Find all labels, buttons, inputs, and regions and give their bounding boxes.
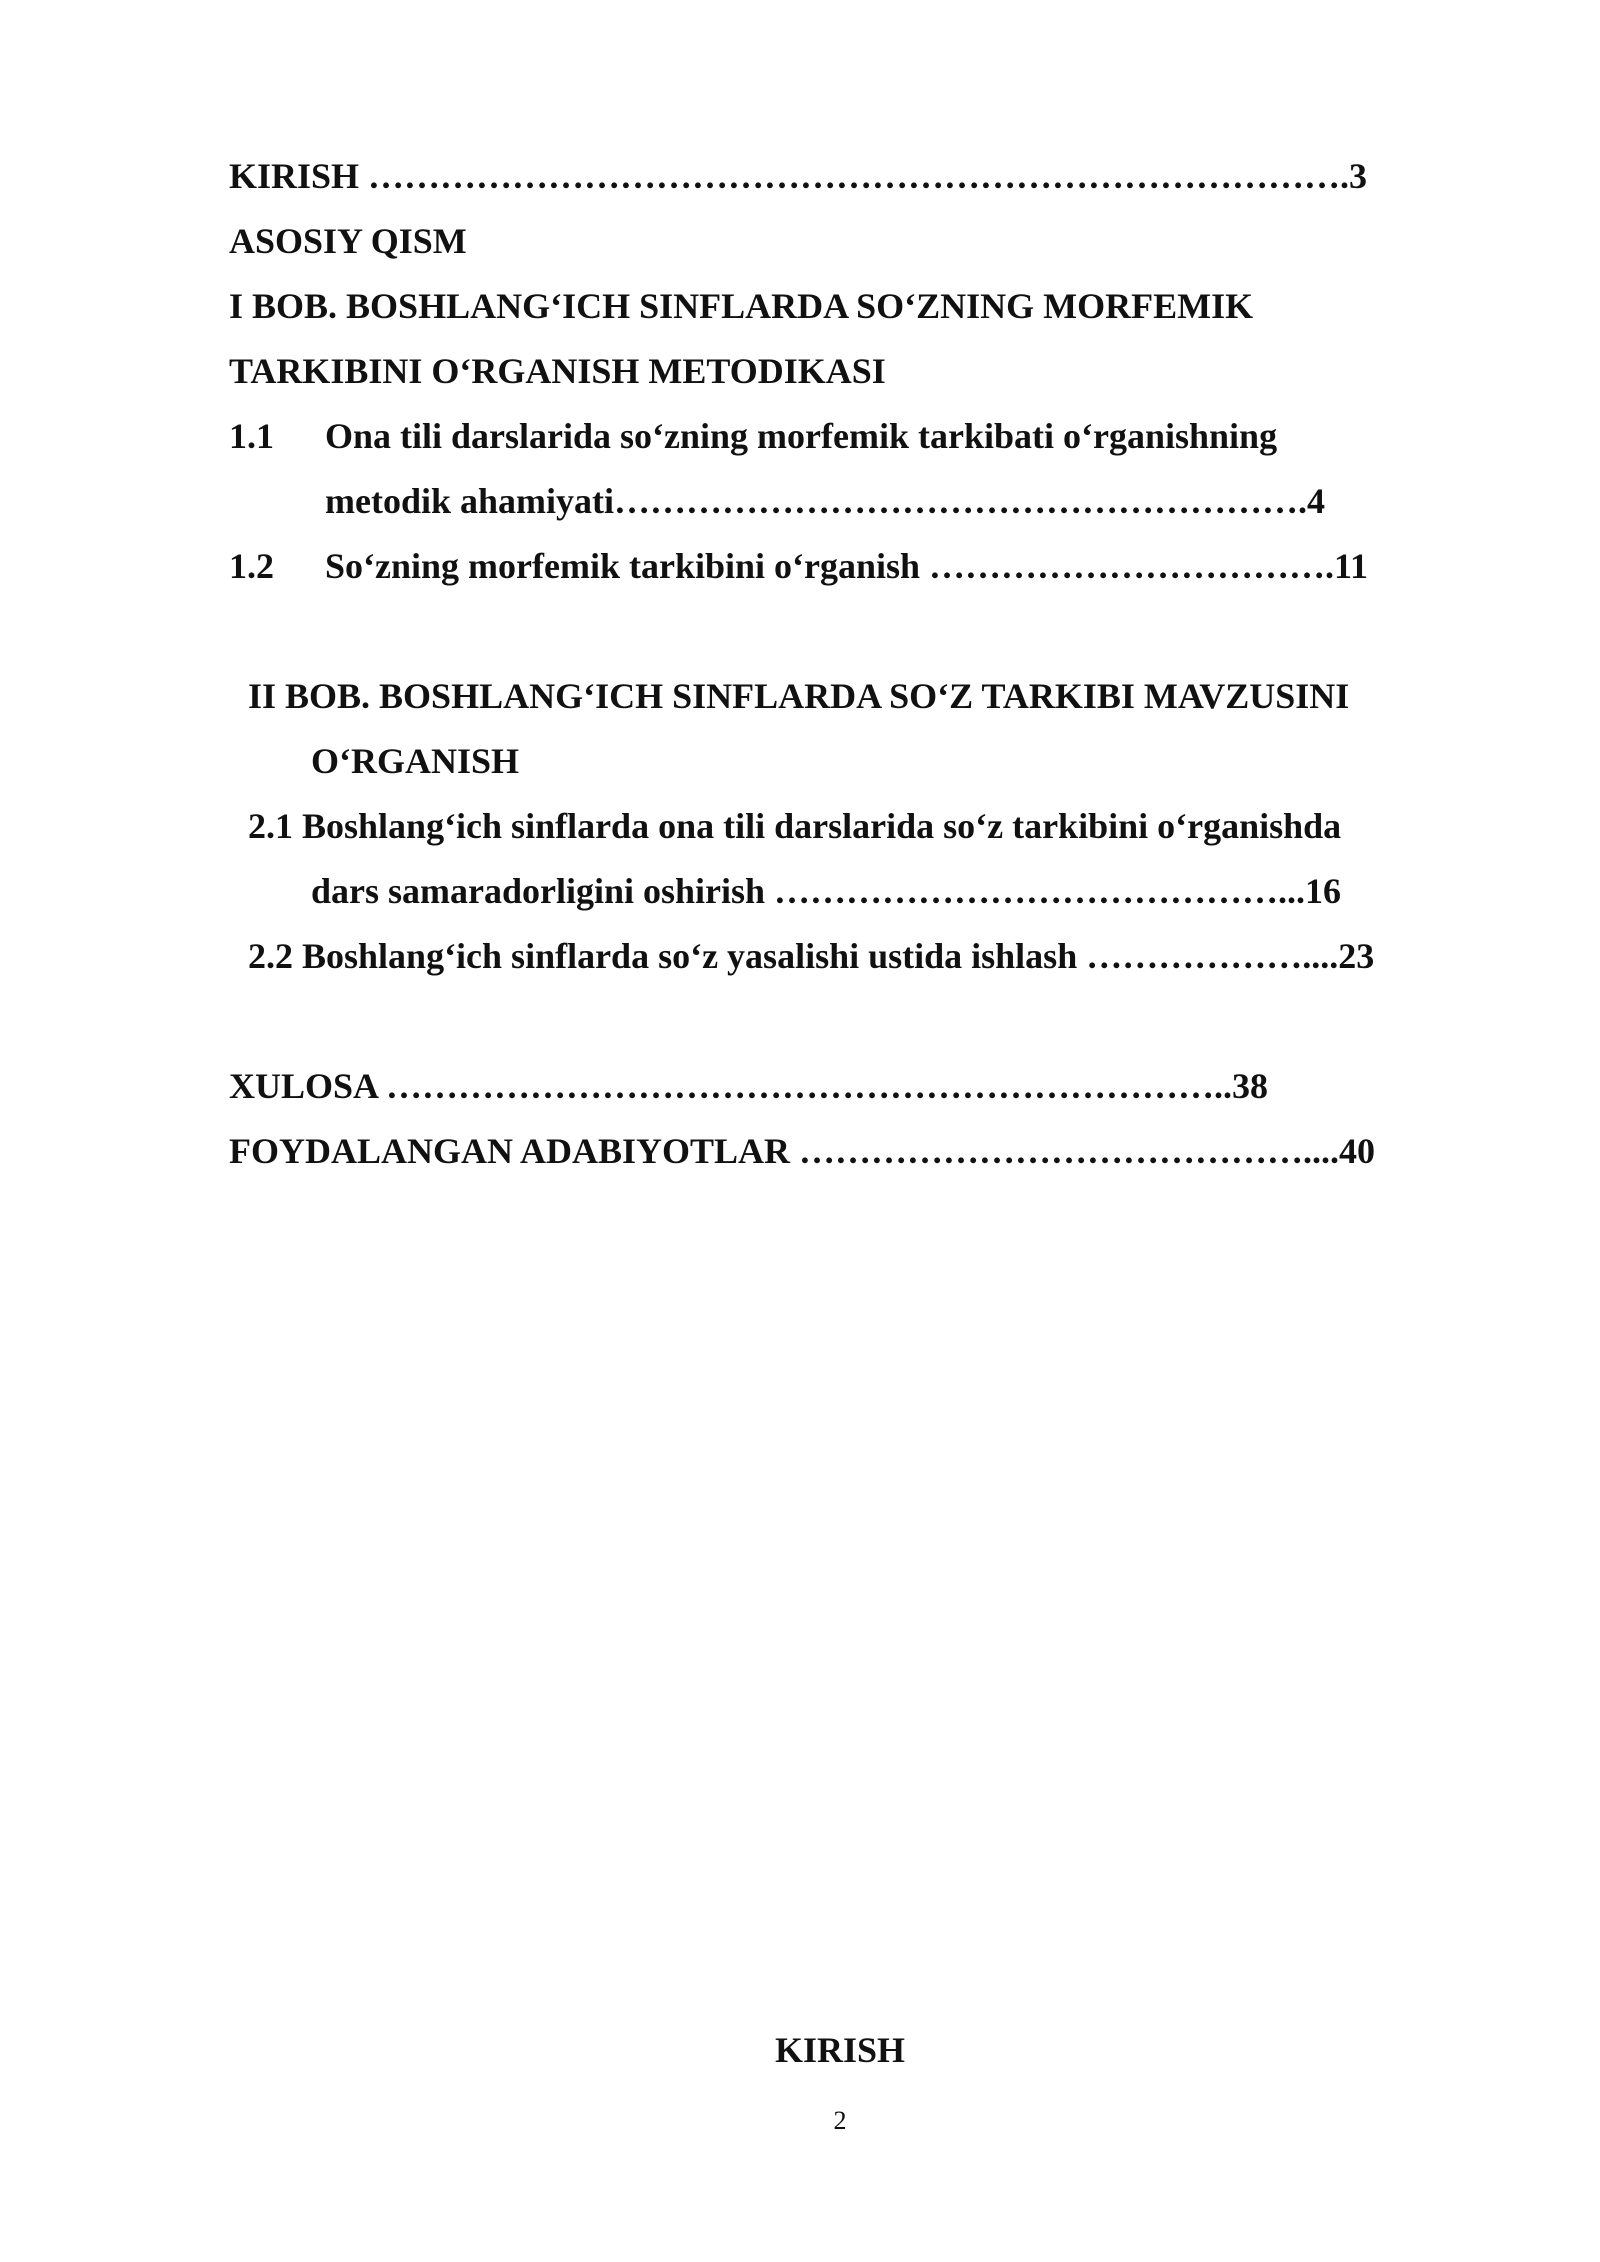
toc-section-1-1 [229, 414, 1277, 458]
toc-section-number: 1.1 [229, 416, 274, 456]
toc-entry-adabiyotlar: FOYDALANGAN ADABIYOTLAR ……………………………………....40 [229, 1131, 1376, 1171]
toc-chapter1-title-line1: I BOB. BOSHLANG‘ICH SINFLARDA SO‘ZNING MORFEMIK [229, 286, 1254, 326]
toc-section-2-1: 2.1 Boshlang‘ich sinflarda ona tili darslarida so‘z tarkibini o‘rganishda [248, 806, 1342, 846]
page-number: 2 [833, 2106, 847, 2135]
toc-section-number: 1.2 [229, 546, 274, 586]
toc-section-text: So‘zning morfemik tarkibini o‘rganish …………………………….11 [325, 546, 1369, 586]
toc-entry-kirish: KIRISH ……………………………………………………………………….3 [229, 156, 1368, 196]
toc-section-1-1-continuation: metodik ahamiyati………………………………………………….4 [325, 481, 1326, 521]
toc-chapter2-title-line1: II BOB. BOSHLANG‘ICH SINFLARDA SO‘Z TARKIBI MAVZUSINI [248, 676, 1350, 716]
toc-entry-xulosa: XULOSA ……………………………………………………………..38 [229, 1066, 1269, 1106]
toc-chapter1-title-line2: TARKIBINI O‘RGANISH METODIKASI [229, 351, 886, 391]
toc-heading-asosiy-qism: ASOSIY QISM [229, 221, 467, 261]
toc-section-text: Ona tili darslarida so‘zning morfemik tarkibati o‘rganishning [325, 416, 1278, 456]
toc-section-1-2 [229, 544, 1368, 588]
toc-section-2-1-continuation: dars samaradorligini oshirish ……………………………………...16 [311, 871, 1342, 911]
next-section-heading: KIRISH [774, 2030, 906, 2070]
toc-section-2-2: 2.2 Boshlang‘ich sinflarda so‘z yasalishi ustida ishlash ………………....23 [248, 936, 1375, 976]
toc-chapter2-title-line2: O‘RGANISH [311, 741, 520, 781]
